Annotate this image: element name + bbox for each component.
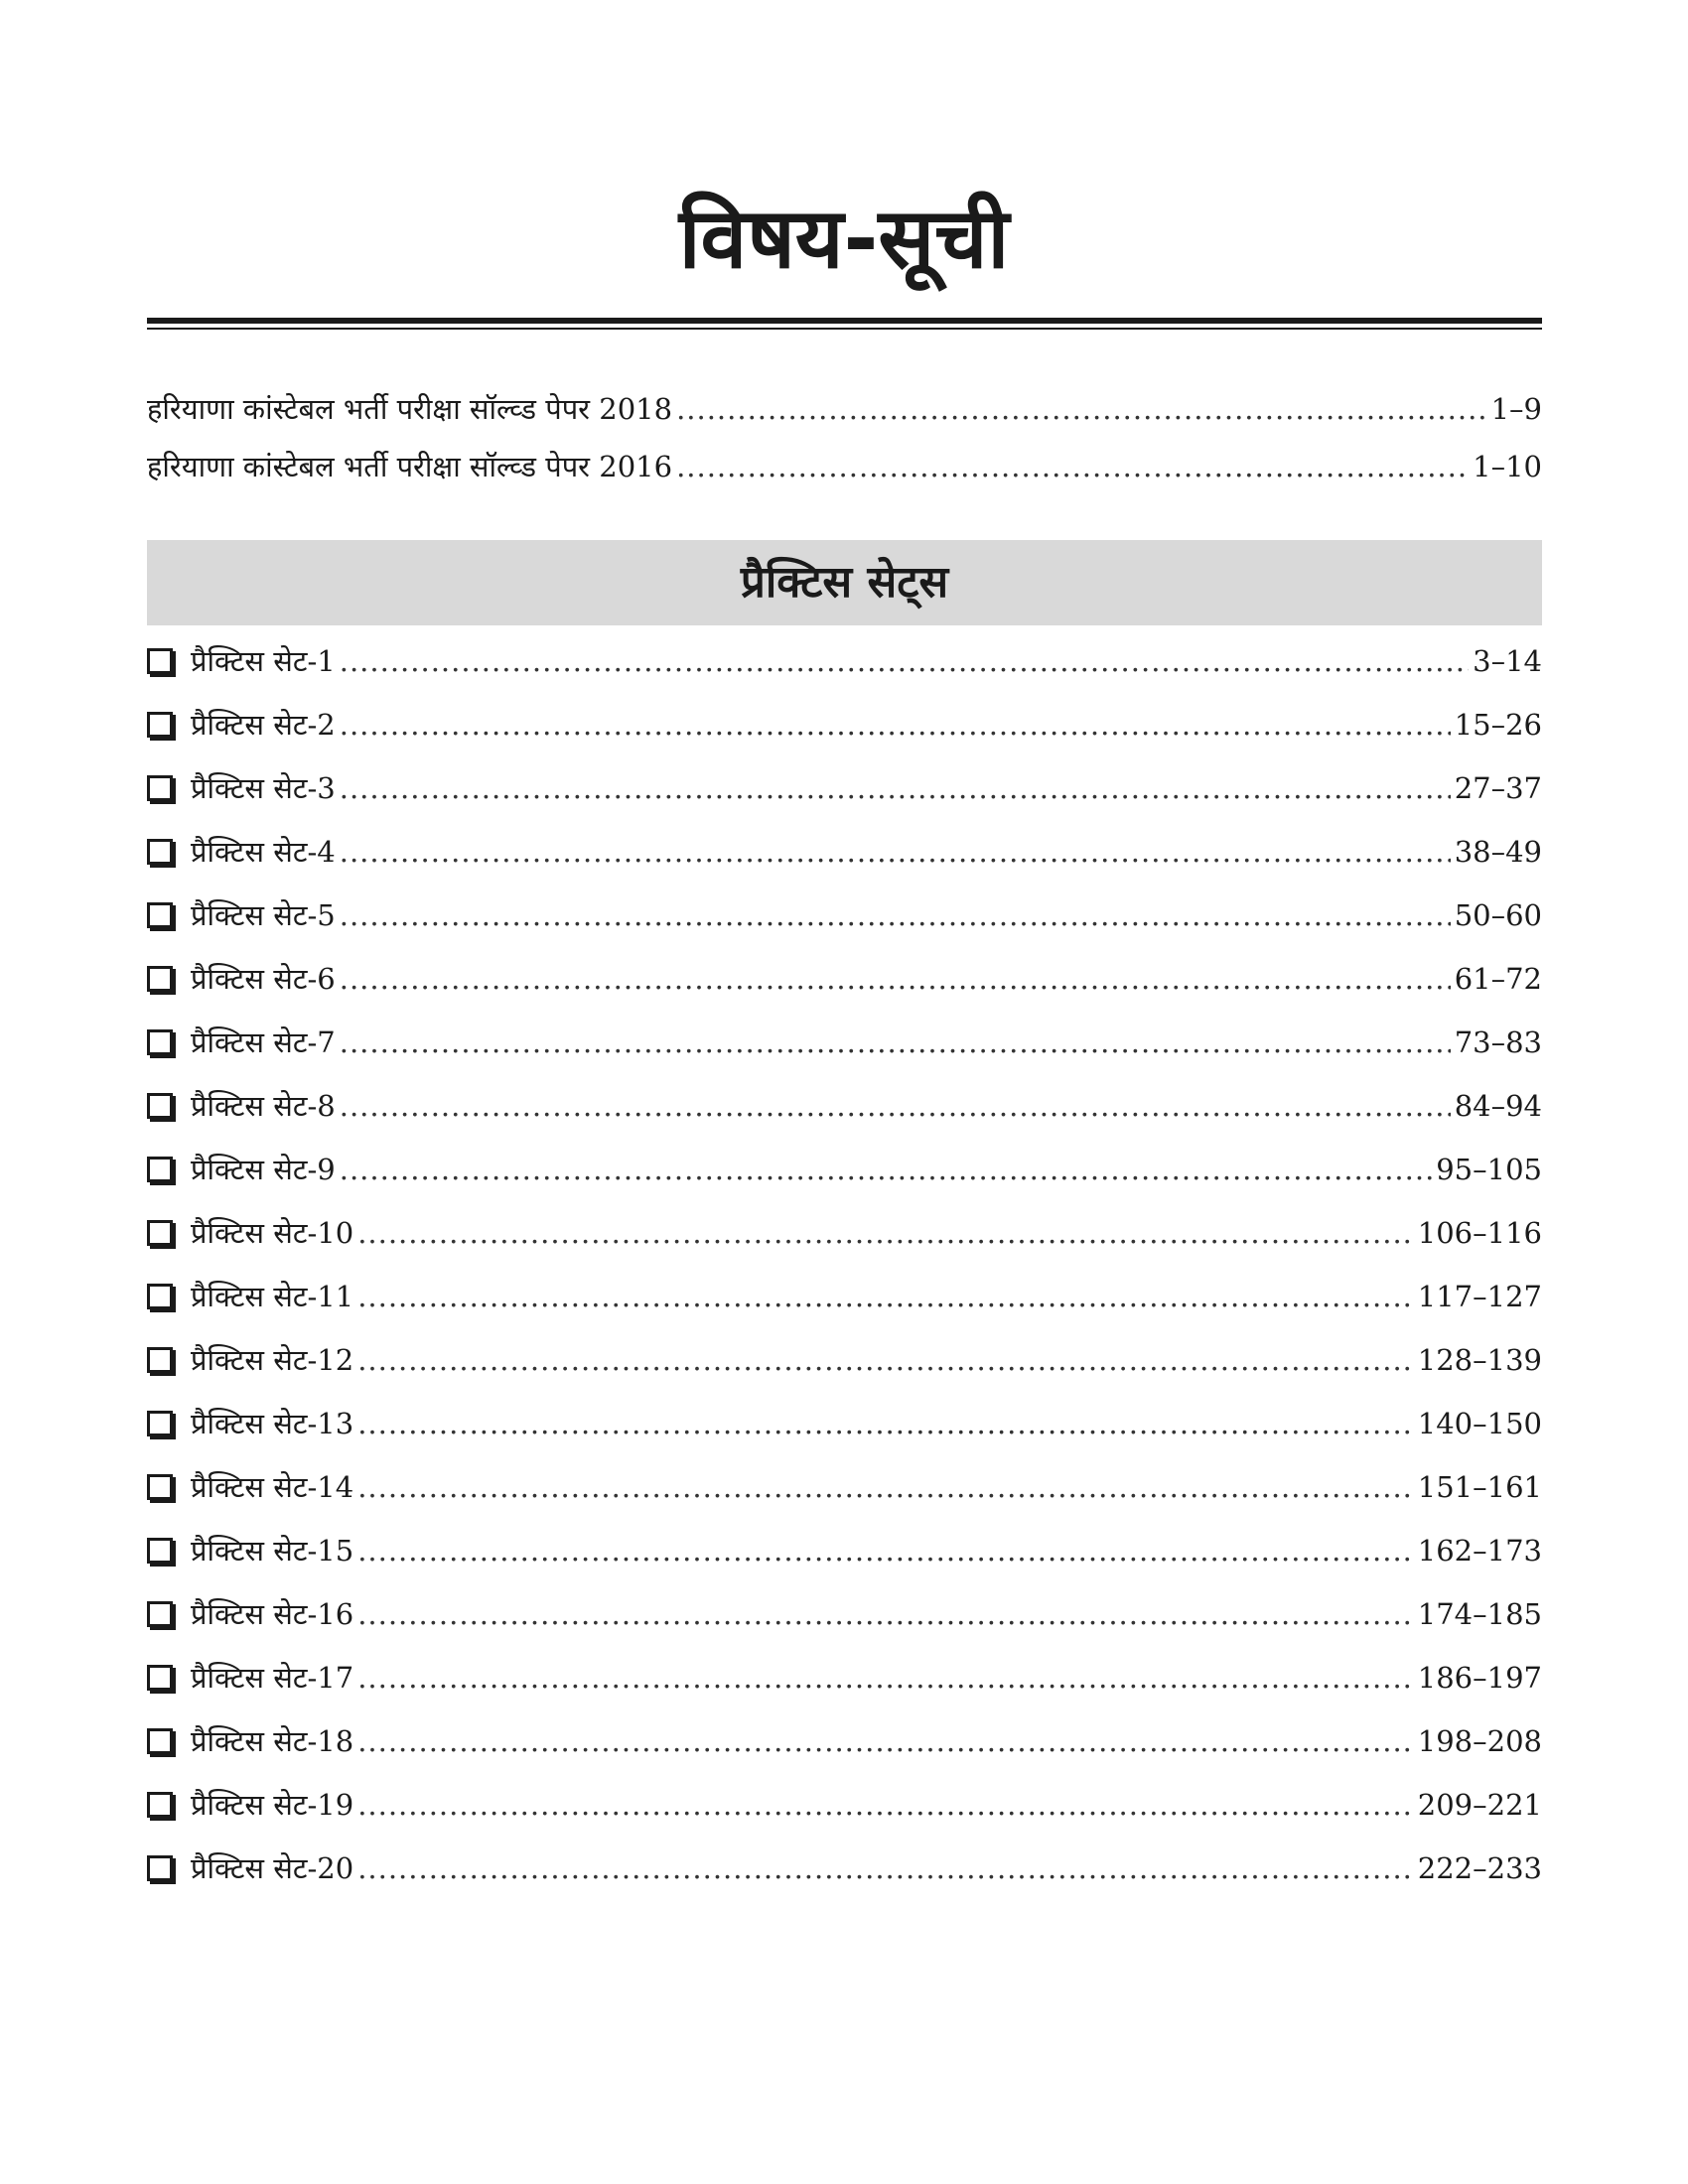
leader-dots <box>357 1594 1414 1634</box>
toc-entry-pages: 174–185 <box>1417 1597 1542 1631</box>
toc-entry-practice-set[interactable] <box>147 1150 1542 1189</box>
leader-dots <box>357 1213 1414 1253</box>
toc-entry-pages: 61–72 <box>1454 962 1542 996</box>
toc-entry-practice-set[interactable] <box>147 1785 1542 1825</box>
toc-entry-label: हरियाणा कांस्टेबल भर्ती परीक्षा सॉल्व्ड पेपर 2016 <box>147 450 673 483</box>
toc-entry-pages: 151–161 <box>1417 1470 1542 1504</box>
toc-entry-label: प्रैक्टिस सेट-19 <box>191 1788 354 1822</box>
toc-entry-pages: 38–49 <box>1454 835 1542 869</box>
toc-entry-practice-set[interactable] <box>147 1023 1542 1062</box>
checkbox-icon <box>147 648 173 674</box>
toc-entry-pages: 186–197 <box>1417 1661 1542 1695</box>
leader-dots <box>340 895 1451 935</box>
toc-entry-label: प्रैक्टिस सेट-15 <box>191 1534 354 1568</box>
leader-dots <box>340 641 1469 681</box>
checkbox-icon <box>147 1029 173 1055</box>
toc-entry-label: प्रैक्टिस सेट-18 <box>191 1724 354 1758</box>
toc-entry-label: प्रैक्टिस सेट-16 <box>191 1597 354 1631</box>
leader-dots <box>357 1658 1414 1698</box>
toc-entry-pages: 27–37 <box>1454 771 1542 805</box>
checkbox-icon <box>147 1093 173 1119</box>
toc-entry-pages: 128–139 <box>1417 1343 1542 1377</box>
leader-dots <box>340 1086 1451 1126</box>
leader-dots <box>340 832 1451 872</box>
leader-dots <box>357 1340 1414 1380</box>
toc-entry-label: प्रैक्टिस सेट-1 <box>191 644 336 678</box>
toc-entry-practice-set[interactable] <box>147 1721 1542 1761</box>
leader-dots <box>340 1023 1451 1062</box>
section-heading-band <box>147 540 1542 625</box>
toc-entry-label: प्रैक्टिस सेट-2 <box>191 708 336 742</box>
toc-entry-label: प्रैक्टिस सेट-17 <box>191 1661 354 1695</box>
toc-entry-practice-set[interactable] <box>147 959 1542 999</box>
toc-entry-label: प्रैक्टिस सेट-11 <box>191 1280 354 1313</box>
checkbox-icon <box>147 839 173 865</box>
toc-entry-label: प्रैक्टिस सेट-8 <box>191 1089 336 1123</box>
toc-entry-practice-set[interactable] <box>147 1467 1542 1507</box>
toc-entry-pages: 50–60 <box>1454 898 1542 932</box>
leader-dots <box>676 389 1487 429</box>
toc-entry-practice-set[interactable] <box>147 641 1542 681</box>
checkbox-icon <box>147 966 173 992</box>
checkbox-icon <box>147 1601 173 1627</box>
leader-dots <box>340 959 1451 999</box>
checkbox-icon <box>147 1220 173 1246</box>
section-heading: प्रैक्टिस सेट्स <box>740 557 949 608</box>
toc-entry-practice-set[interactable] <box>147 705 1542 745</box>
toc-entry-pages: 209–221 <box>1417 1788 1542 1822</box>
toc-entry-pages: 3–14 <box>1473 644 1542 678</box>
leader-dots <box>357 1721 1414 1761</box>
toc-entry-practice-set[interactable] <box>147 1658 1542 1698</box>
toc-entry-pages: 222–233 <box>1417 1851 1542 1885</box>
checkbox-icon <box>147 1855 173 1881</box>
toc-entry-label: हरियाणा कांस्टेबल भर्ती परीक्षा सॉल्व्ड पेपर 2018 <box>147 392 673 426</box>
toc-entry-pages: 106–116 <box>1417 1216 1542 1250</box>
leader-dots <box>340 705 1451 745</box>
checkbox-icon <box>147 1792 173 1818</box>
leader-dots <box>357 1467 1414 1507</box>
toc-entry-solved-paper-2016[interactable] <box>147 447 1542 486</box>
toc-entry-practice-set[interactable] <box>147 1531 1542 1570</box>
leader-dots <box>676 447 1469 486</box>
checkbox-icon <box>147 1665 173 1691</box>
toc-entry-practice-set[interactable] <box>147 1594 1542 1634</box>
toc-entry-practice-set[interactable] <box>147 1086 1542 1126</box>
leader-dots <box>357 1531 1414 1570</box>
toc-entry-practice-set[interactable] <box>147 1404 1542 1443</box>
toc-entry-label: प्रैक्टिस सेट-14 <box>191 1470 354 1504</box>
toc-entry-label: प्रैक्टिस सेट-4 <box>191 835 336 869</box>
toc-entry-label: प्रैक्टिस सेट-5 <box>191 898 336 932</box>
toc-entry-pages: 15–26 <box>1454 708 1542 742</box>
leader-dots <box>357 1404 1414 1443</box>
toc-entry-practice-set[interactable] <box>147 1848 1542 1888</box>
toc-entry-pages: 198–208 <box>1417 1724 1542 1758</box>
toc-entry-pages: 84–94 <box>1454 1089 1542 1123</box>
checkbox-icon <box>147 1411 173 1436</box>
page-title: विषय-सूची <box>678 190 1010 287</box>
checkbox-icon <box>147 902 173 928</box>
toc-entry-label: प्रैक्टिस सेट-12 <box>191 1343 354 1377</box>
title-rule-thick <box>147 318 1542 324</box>
toc-entry-pages: 162–173 <box>1417 1534 1542 1568</box>
toc-entry-practice-set[interactable] <box>147 1213 1542 1253</box>
toc-entry-practice-set[interactable] <box>147 832 1542 872</box>
toc-entry-label: प्रैक्टिस सेट-3 <box>191 771 336 805</box>
toc-entry-solved-paper-2018[interactable] <box>147 389 1542 429</box>
toc-entry-practice-set[interactable] <box>147 1340 1542 1380</box>
toc-entry-label: प्रैक्टिस सेट-6 <box>191 962 336 996</box>
checkbox-icon <box>147 1538 173 1564</box>
checkbox-icon <box>147 712 173 738</box>
toc-entry-practice-set[interactable] <box>147 895 1542 935</box>
toc-entry-practice-set[interactable] <box>147 1277 1542 1316</box>
toc-entry-pages: 140–150 <box>1417 1407 1542 1440</box>
toc-entry-pages: 73–83 <box>1454 1025 1542 1059</box>
toc-entry-label: प्रैक्टिस सेट-13 <box>191 1407 354 1440</box>
title-rule-thin <box>147 328 1542 330</box>
checkbox-icon <box>147 1347 173 1373</box>
toc-entry-label: प्रैक्टिस सेट-9 <box>191 1153 336 1186</box>
leader-dots <box>340 768 1451 808</box>
checkbox-icon <box>147 1157 173 1182</box>
toc-entry-pages: 1–10 <box>1473 450 1542 483</box>
leader-dots <box>357 1277 1414 1316</box>
toc-entry-practice-set[interactable] <box>147 768 1542 808</box>
toc-entry-label: प्रैक्टिस सेट-7 <box>191 1025 336 1059</box>
toc-entry-pages: 95–105 <box>1436 1153 1542 1186</box>
toc-entry-label: प्रैक्टिस सेट-10 <box>191 1216 354 1250</box>
leader-dots <box>340 1150 1433 1189</box>
toc-entry-label: प्रैक्टिस सेट-20 <box>191 1851 354 1885</box>
toc-entry-pages: 1–9 <box>1490 392 1542 426</box>
leader-dots <box>357 1785 1414 1825</box>
checkbox-icon <box>147 1474 173 1500</box>
checkbox-icon <box>147 1284 173 1309</box>
toc-entry-pages: 117–127 <box>1417 1280 1542 1313</box>
leader-dots <box>357 1848 1414 1888</box>
checkbox-icon <box>147 1728 173 1754</box>
checkbox-icon <box>147 775 173 801</box>
